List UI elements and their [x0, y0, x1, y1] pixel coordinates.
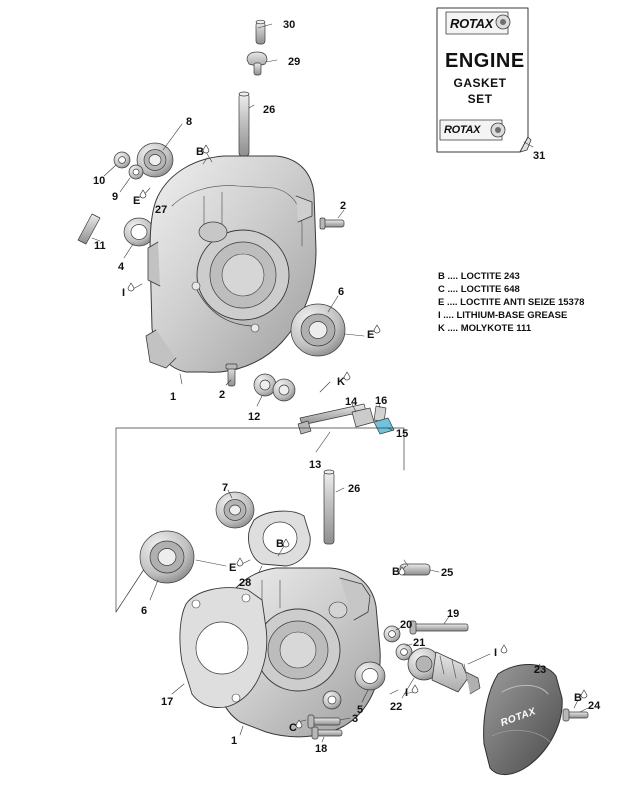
callout-6-b: 6	[141, 605, 148, 617]
callout-9: 9	[112, 191, 119, 203]
package-title: ENGINE	[445, 50, 525, 72]
package-brand-bottom: ROTAX	[444, 124, 481, 136]
part-20-ring	[384, 626, 400, 642]
callout-K: K	[337, 376, 345, 388]
part-30-pin	[256, 20, 272, 44]
callout-18: 18	[315, 743, 328, 755]
part-26-upper-rod	[239, 92, 254, 156]
part-12-small-bearings	[254, 374, 295, 406]
package-subtitle-1: GASKET	[453, 76, 507, 90]
callout-2-b: 2	[219, 389, 226, 401]
legend-line-4: K .... MOLYKOTE 111	[438, 323, 532, 334]
callout-E-1: E	[133, 195, 141, 207]
callout-16: 16	[375, 395, 388, 407]
callout-I-2: I	[494, 647, 498, 659]
part-25-dowel	[400, 560, 439, 575]
callout-21: 21	[413, 637, 426, 649]
callout-24: 24	[588, 700, 601, 712]
callout-2-a: 2	[340, 200, 347, 212]
callout-6-a: 6	[338, 286, 345, 298]
package-subtitle-2: SET	[467, 92, 493, 106]
callout-25: 25	[441, 567, 454, 579]
part-7-bearing	[216, 490, 254, 528]
part-1-crankcase-upper	[146, 156, 316, 384]
callout-26-upper: 26	[263, 104, 276, 116]
callout-1-lower: 1	[231, 735, 238, 747]
callout-B-1: B	[196, 146, 204, 158]
shroud-brand-text: ROTAX	[499, 706, 538, 729]
callout-B-4: B	[574, 692, 582, 704]
callout-12: 12	[248, 411, 261, 423]
package-brand-top: ROTAX	[450, 16, 494, 31]
part-K-callout-leader	[320, 382, 330, 392]
callout-30: 30	[283, 19, 296, 31]
part-2-bolt-a	[320, 210, 344, 229]
callout-10: 10	[93, 175, 106, 187]
callout-31: 31	[533, 150, 546, 162]
callout-5: 5	[357, 704, 364, 716]
callout-3: 3	[352, 713, 359, 725]
callout-1-upper: 1	[170, 391, 177, 403]
callout-4: 4	[118, 261, 125, 273]
part-29-cap	[247, 52, 277, 75]
callout-E-2: E	[367, 329, 375, 341]
callout-C: C	[289, 722, 297, 734]
part-19-bolt	[410, 615, 468, 634]
legend-line-2: E .... LOCTITE ANTI SEIZE 15378	[438, 297, 585, 308]
callout-13: 13	[309, 459, 322, 471]
callout-20: 20	[400, 619, 413, 631]
callout-14: 14	[345, 396, 358, 408]
callout-B-3: B	[392, 566, 400, 578]
callout-E-3: E	[229, 562, 237, 574]
callout-15: 15	[396, 428, 409, 440]
callout-7: 7	[222, 482, 229, 494]
part-26-lower-rod	[324, 470, 344, 544]
legend-line-1: C .... LOCTITE 648	[438, 284, 520, 295]
callout-I-3: I	[405, 687, 409, 699]
callout-17: 17	[161, 696, 174, 708]
callout-28: 28	[239, 577, 252, 589]
callout-8: 8	[186, 116, 193, 128]
callout-23: 23	[534, 664, 547, 676]
part-8-bearing	[137, 124, 182, 177]
callout-27: 27	[155, 204, 168, 216]
legend-line-3: I .... LITHIUM-BASE GREASE	[438, 310, 568, 321]
callout-11: 11	[94, 240, 106, 252]
part-2-bolt-b	[226, 364, 237, 386]
part-9-washer	[120, 165, 143, 192]
callout-19: 19	[447, 608, 460, 620]
callout-29: 29	[288, 56, 301, 68]
callout-B-2: B	[276, 538, 284, 550]
callout-22: 22	[390, 701, 403, 713]
callout-I-1: I	[122, 287, 126, 299]
legend-line-0: B .... LOCTITE 243	[438, 271, 520, 282]
callout-26-lower: 26	[348, 483, 361, 495]
part-10-washer	[104, 152, 130, 176]
